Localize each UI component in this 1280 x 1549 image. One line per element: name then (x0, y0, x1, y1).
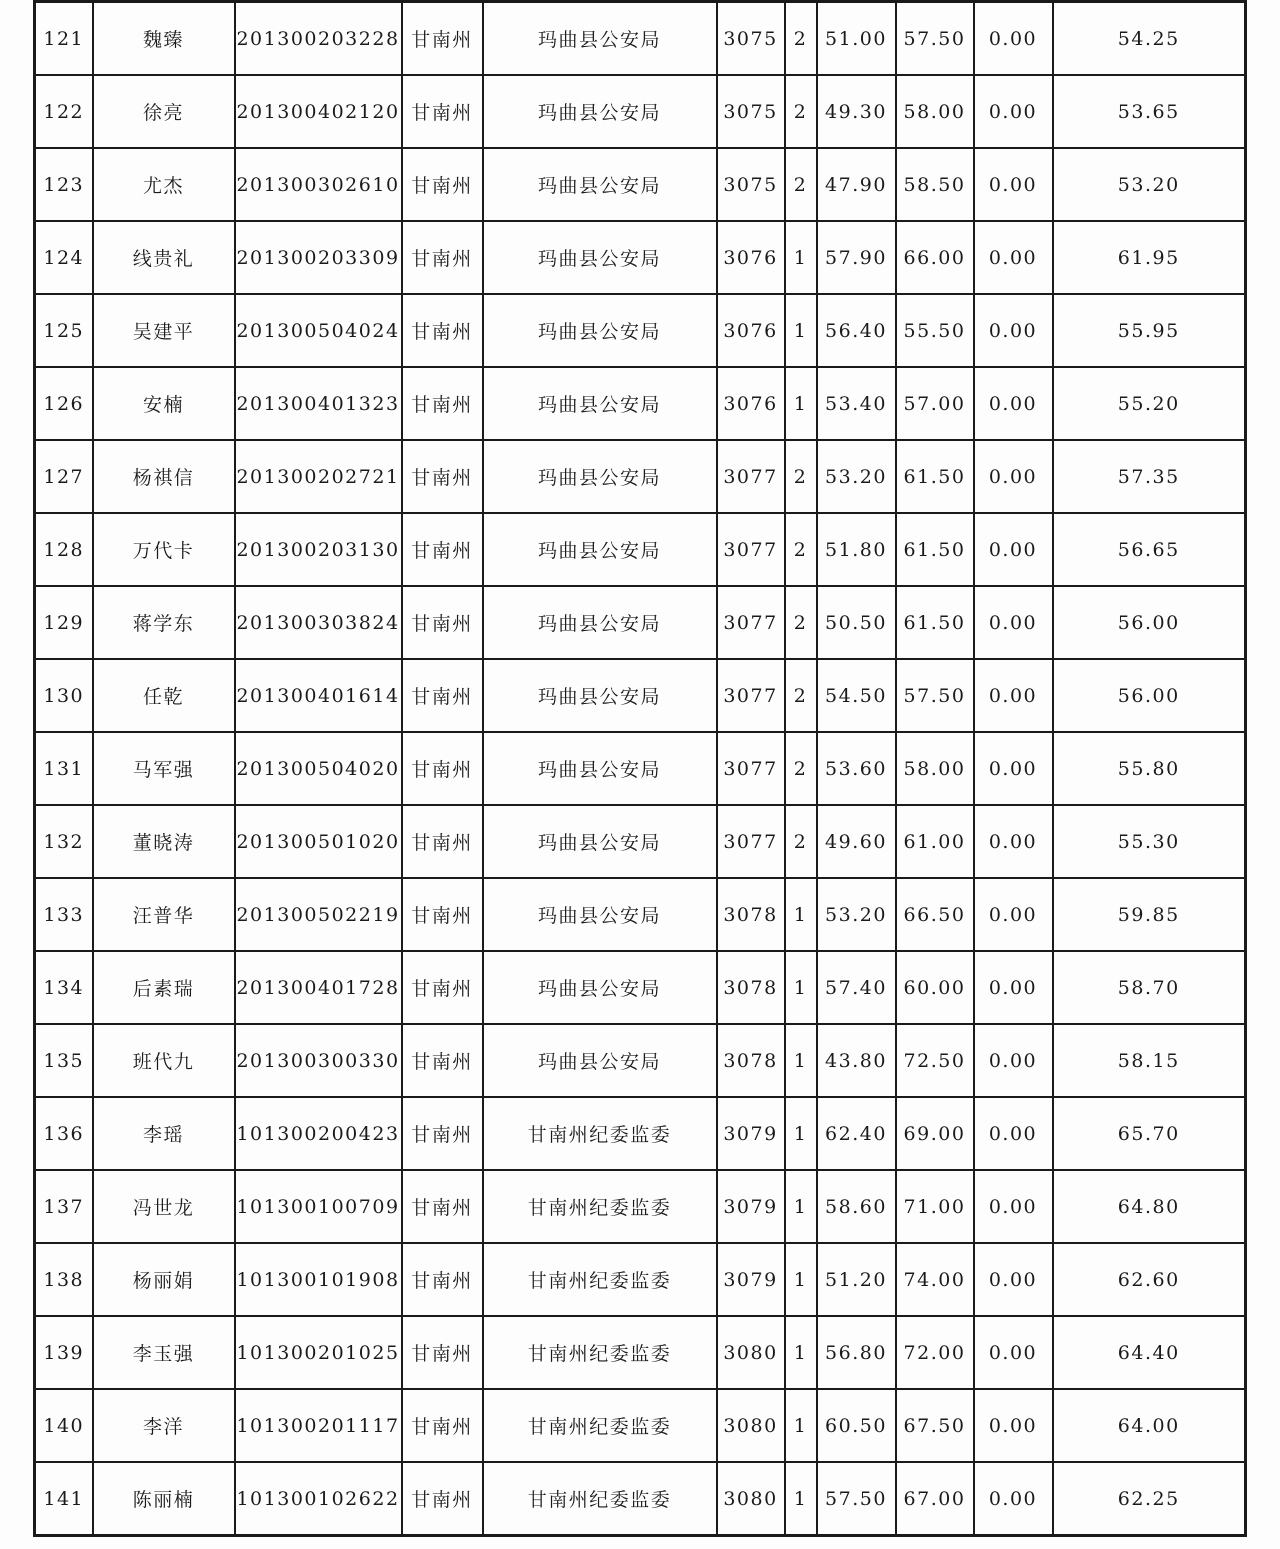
candidate-name-cell: 班代九 (93, 1024, 235, 1097)
employer-unit-cell: 玛曲县公安局 (483, 440, 717, 513)
table-row (35, 659, 1246, 732)
hiring-quota-cell: 2 (785, 440, 817, 513)
region-cell: 甘南州 (402, 1243, 483, 1316)
candidate-name-cell: 魏臻 (93, 2, 235, 76)
ticket-number-cell: 201300502219 (235, 878, 402, 951)
row-number-cell: 128 (35, 513, 93, 586)
table-row (35, 2, 1246, 76)
hiring-quota-cell: 1 (785, 294, 817, 367)
table-row (35, 294, 1246, 367)
score-2-cell: 67.00 (896, 1462, 974, 1536)
employer-unit-cell: 玛曲县公安局 (483, 878, 717, 951)
position-code-cell: 3077 (717, 732, 785, 805)
total-score-cell: 61.95 (1053, 221, 1246, 294)
candidate-name-cell: 杨祺信 (93, 440, 235, 513)
candidate-name-cell: 尤杰 (93, 148, 235, 221)
candidate-name-cell: 后素瑞 (93, 951, 235, 1024)
score-2-cell: 57.00 (896, 367, 974, 440)
total-score-cell: 59.85 (1053, 878, 1246, 951)
region-cell: 甘南州 (402, 148, 483, 221)
hiring-quota-cell: 1 (785, 1097, 817, 1170)
employer-unit-cell: 玛曲县公安局 (483, 659, 717, 732)
score-1-cell: 56.40 (817, 294, 896, 367)
candidate-name-cell: 任乾 (93, 659, 235, 732)
employer-unit-cell: 甘南州纪委监委 (483, 1097, 717, 1170)
score-1-cell: 53.60 (817, 732, 896, 805)
bonus-points-cell: 0.00 (974, 75, 1053, 148)
score-2-cell: 58.00 (896, 75, 974, 148)
bonus-points-cell: 0.00 (974, 878, 1053, 951)
region-cell: 甘南州 (402, 878, 483, 951)
candidate-name-cell: 冯世龙 (93, 1170, 235, 1243)
ticket-number-cell: 201300203228 (235, 2, 402, 76)
row-number-cell: 122 (35, 75, 93, 148)
candidate-name-cell: 马军强 (93, 732, 235, 805)
ticket-number-cell: 201300402120 (235, 75, 402, 148)
employer-unit-cell: 甘南州纪委监委 (483, 1462, 717, 1536)
score-2-cell: 57.50 (896, 2, 974, 76)
candidate-name-cell: 线贵礼 (93, 221, 235, 294)
employer-unit-cell: 玛曲县公安局 (483, 75, 717, 148)
candidate-name-cell: 杨丽娟 (93, 1243, 235, 1316)
score-1-cell: 53.20 (817, 878, 896, 951)
region-cell: 甘南州 (402, 513, 483, 586)
position-code-cell: 3075 (717, 2, 785, 76)
candidate-name-cell: 蒋学东 (93, 586, 235, 659)
position-code-cell: 3080 (717, 1389, 785, 1462)
hiring-quota-cell: 2 (785, 586, 817, 659)
position-code-cell: 3077 (717, 586, 785, 659)
row-number-cell: 136 (35, 1097, 93, 1170)
region-cell: 甘南州 (402, 367, 483, 440)
position-code-cell: 3077 (717, 659, 785, 732)
total-score-cell: 56.65 (1053, 513, 1246, 586)
employer-unit-cell: 甘南州纪委监委 (483, 1243, 717, 1316)
candidate-name-cell: 董晓涛 (93, 805, 235, 878)
region-cell: 甘南州 (402, 805, 483, 878)
ticket-number-cell: 201300401614 (235, 659, 402, 732)
hiring-quota-cell: 2 (785, 2, 817, 76)
table-row (35, 878, 1246, 951)
candidate-name-cell: 李洋 (93, 1389, 235, 1462)
table-row (35, 586, 1246, 659)
table-row (35, 148, 1246, 221)
row-number-cell: 140 (35, 1389, 93, 1462)
bonus-points-cell: 0.00 (974, 1243, 1053, 1316)
score-2-cell: 71.00 (896, 1170, 974, 1243)
candidate-name-cell: 李玉强 (93, 1316, 235, 1389)
table-row (35, 951, 1246, 1024)
bonus-points-cell: 0.00 (974, 732, 1053, 805)
score-1-cell: 51.00 (817, 2, 896, 76)
ticket-number-cell: 201300504020 (235, 732, 402, 805)
region-cell: 甘南州 (402, 1024, 483, 1097)
total-score-cell: 53.20 (1053, 148, 1246, 221)
score-1-cell: 62.40 (817, 1097, 896, 1170)
row-number-cell: 139 (35, 1316, 93, 1389)
table-row (35, 367, 1246, 440)
score-1-cell: 57.40 (817, 951, 896, 1024)
candidate-name-cell: 陈丽楠 (93, 1462, 235, 1536)
region-cell: 甘南州 (402, 659, 483, 732)
region-cell: 甘南州 (402, 1316, 483, 1389)
hiring-quota-cell: 2 (785, 148, 817, 221)
hiring-quota-cell: 1 (785, 1316, 817, 1389)
region-cell: 甘南州 (402, 75, 483, 148)
region-cell: 甘南州 (402, 1462, 483, 1536)
position-code-cell: 3075 (717, 148, 785, 221)
score-1-cell: 43.80 (817, 1024, 896, 1097)
total-score-cell: 58.15 (1053, 1024, 1246, 1097)
hiring-quota-cell: 1 (785, 951, 817, 1024)
score-1-cell: 53.20 (817, 440, 896, 513)
total-score-cell: 62.25 (1053, 1462, 1246, 1536)
position-code-cell: 3076 (717, 367, 785, 440)
employer-unit-cell: 玛曲县公安局 (483, 294, 717, 367)
row-number-cell: 132 (35, 805, 93, 878)
employer-unit-cell: 玛曲县公安局 (483, 513, 717, 586)
ticket-number-cell: 201300203130 (235, 513, 402, 586)
row-number-cell: 127 (35, 440, 93, 513)
row-number-cell: 134 (35, 951, 93, 1024)
hiring-quota-cell: 1 (785, 1462, 817, 1536)
employer-unit-cell: 玛曲县公安局 (483, 586, 717, 659)
score-1-cell: 57.90 (817, 221, 896, 294)
results-table-body (35, 2, 1246, 1536)
bonus-points-cell: 0.00 (974, 1462, 1053, 1536)
position-code-cell: 3078 (717, 951, 785, 1024)
score-1-cell: 57.50 (817, 1462, 896, 1536)
hiring-quota-cell: 2 (785, 75, 817, 148)
score-2-cell: 61.50 (896, 440, 974, 513)
total-score-cell: 55.80 (1053, 732, 1246, 805)
ticket-number-cell: 101300101908 (235, 1243, 402, 1316)
score-2-cell: 61.50 (896, 586, 974, 659)
table-row (35, 440, 1246, 513)
hiring-quota-cell: 1 (785, 367, 817, 440)
bonus-points-cell: 0.00 (974, 221, 1053, 294)
hiring-quota-cell: 1 (785, 221, 817, 294)
score-1-cell: 56.80 (817, 1316, 896, 1389)
region-cell: 甘南州 (402, 294, 483, 367)
position-code-cell: 3080 (717, 1462, 785, 1536)
bonus-points-cell: 0.00 (974, 440, 1053, 513)
ticket-number-cell: 201300501020 (235, 805, 402, 878)
hiring-quota-cell: 2 (785, 659, 817, 732)
row-number-cell: 133 (35, 878, 93, 951)
total-score-cell: 56.00 (1053, 659, 1246, 732)
score-2-cell: 58.50 (896, 148, 974, 221)
score-2-cell: 72.00 (896, 1316, 974, 1389)
region-cell: 甘南州 (402, 1170, 483, 1243)
results-table (33, 0, 1247, 1537)
position-code-cell: 3080 (717, 1316, 785, 1389)
total-score-cell: 55.20 (1053, 367, 1246, 440)
ticket-number-cell: 201300401323 (235, 367, 402, 440)
employer-unit-cell: 玛曲县公安局 (483, 1024, 717, 1097)
region-cell: 甘南州 (402, 951, 483, 1024)
table-row (35, 221, 1246, 294)
table-row (35, 732, 1246, 805)
region-cell: 甘南州 (402, 1389, 483, 1462)
row-number-cell: 129 (35, 586, 93, 659)
row-number-cell: 141 (35, 1462, 93, 1536)
region-cell: 甘南州 (402, 440, 483, 513)
bonus-points-cell: 0.00 (974, 1316, 1053, 1389)
score-1-cell: 51.20 (817, 1243, 896, 1316)
position-code-cell: 3077 (717, 513, 785, 586)
position-code-cell: 3079 (717, 1097, 785, 1170)
employer-unit-cell: 玛曲县公安局 (483, 951, 717, 1024)
ticket-number-cell: 201300203309 (235, 221, 402, 294)
table-row (35, 1024, 1246, 1097)
hiring-quota-cell: 1 (785, 878, 817, 951)
ticket-number-cell: 201300300330 (235, 1024, 402, 1097)
score-2-cell: 57.50 (896, 659, 974, 732)
score-2-cell: 72.50 (896, 1024, 974, 1097)
table-row (35, 805, 1246, 878)
table-row (35, 1462, 1246, 1536)
ticket-number-cell: 201300202721 (235, 440, 402, 513)
total-score-cell: 56.00 (1053, 586, 1246, 659)
bonus-points-cell: 0.00 (974, 951, 1053, 1024)
region-cell: 甘南州 (402, 1097, 483, 1170)
score-1-cell: 49.60 (817, 805, 896, 878)
score-2-cell: 61.00 (896, 805, 974, 878)
table-row (35, 1170, 1246, 1243)
score-2-cell: 67.50 (896, 1389, 974, 1462)
row-number-cell: 137 (35, 1170, 93, 1243)
row-number-cell: 138 (35, 1243, 93, 1316)
total-score-cell: 64.80 (1053, 1170, 1246, 1243)
candidate-name-cell: 吴建平 (93, 294, 235, 367)
position-code-cell: 3079 (717, 1243, 785, 1316)
score-1-cell: 53.40 (817, 367, 896, 440)
ticket-number-cell: 101300201025 (235, 1316, 402, 1389)
table-row (35, 1097, 1246, 1170)
score-1-cell: 58.60 (817, 1170, 896, 1243)
hiring-quota-cell: 1 (785, 1389, 817, 1462)
employer-unit-cell: 玛曲县公安局 (483, 2, 717, 76)
position-code-cell: 3076 (717, 294, 785, 367)
total-score-cell: 55.95 (1053, 294, 1246, 367)
row-number-cell: 125 (35, 294, 93, 367)
score-2-cell: 66.00 (896, 221, 974, 294)
position-code-cell: 3077 (717, 440, 785, 513)
total-score-cell: 57.35 (1053, 440, 1246, 513)
region-cell: 甘南州 (402, 586, 483, 659)
table-row (35, 1389, 1246, 1462)
candidate-name-cell: 李瑶 (93, 1097, 235, 1170)
bonus-points-cell: 0.00 (974, 1024, 1053, 1097)
table-row (35, 75, 1246, 148)
ticket-number-cell: 201300504024 (235, 294, 402, 367)
total-score-cell: 58.70 (1053, 951, 1246, 1024)
bonus-points-cell: 0.00 (974, 148, 1053, 221)
hiring-quota-cell: 1 (785, 1243, 817, 1316)
score-2-cell: 55.50 (896, 294, 974, 367)
bonus-points-cell: 0.00 (974, 1170, 1053, 1243)
score-2-cell: 66.50 (896, 878, 974, 951)
employer-unit-cell: 甘南州纪委监委 (483, 1316, 717, 1389)
region-cell: 甘南州 (402, 2, 483, 76)
score-2-cell: 74.00 (896, 1243, 974, 1316)
score-2-cell: 58.00 (896, 732, 974, 805)
score-1-cell: 60.50 (817, 1389, 896, 1462)
row-number-cell: 121 (35, 2, 93, 76)
ticket-number-cell: 101300200423 (235, 1097, 402, 1170)
total-score-cell: 54.25 (1053, 2, 1246, 76)
score-1-cell: 49.30 (817, 75, 896, 148)
total-score-cell: 62.60 (1053, 1243, 1246, 1316)
position-code-cell: 3075 (717, 75, 785, 148)
candidate-name-cell: 徐亮 (93, 75, 235, 148)
hiring-quota-cell: 1 (785, 1024, 817, 1097)
region-cell: 甘南州 (402, 221, 483, 294)
score-1-cell: 50.50 (817, 586, 896, 659)
row-number-cell: 131 (35, 732, 93, 805)
ticket-number-cell: 101300102622 (235, 1462, 402, 1536)
employer-unit-cell: 玛曲县公安局 (483, 805, 717, 878)
row-number-cell: 135 (35, 1024, 93, 1097)
ticket-number-cell: 101300201117 (235, 1389, 402, 1462)
ticket-number-cell: 201300401728 (235, 951, 402, 1024)
bonus-points-cell: 0.00 (974, 513, 1053, 586)
employer-unit-cell: 玛曲县公安局 (483, 221, 717, 294)
score-2-cell: 61.50 (896, 513, 974, 586)
total-score-cell: 65.70 (1053, 1097, 1246, 1170)
ticket-number-cell: 201300303824 (235, 586, 402, 659)
total-score-cell: 64.40 (1053, 1316, 1246, 1389)
table-row (35, 513, 1246, 586)
score-1-cell: 54.50 (817, 659, 896, 732)
ticket-number-cell: 101300100709 (235, 1170, 402, 1243)
bonus-points-cell: 0.00 (974, 2, 1053, 76)
total-score-cell: 55.30 (1053, 805, 1246, 878)
position-code-cell: 3078 (717, 1024, 785, 1097)
row-number-cell: 123 (35, 148, 93, 221)
candidate-name-cell: 万代卡 (93, 513, 235, 586)
row-number-cell: 124 (35, 221, 93, 294)
row-number-cell: 126 (35, 367, 93, 440)
bonus-points-cell: 0.00 (974, 805, 1053, 878)
total-score-cell: 53.65 (1053, 75, 1246, 148)
employer-unit-cell: 甘南州纪委监委 (483, 1170, 717, 1243)
score-2-cell: 60.00 (896, 951, 974, 1024)
employer-unit-cell: 玛曲县公安局 (483, 732, 717, 805)
hiring-quota-cell: 2 (785, 805, 817, 878)
ticket-number-cell: 201300302610 (235, 148, 402, 221)
score-1-cell: 47.90 (817, 148, 896, 221)
candidate-name-cell: 安楠 (93, 367, 235, 440)
bonus-points-cell: 0.00 (974, 586, 1053, 659)
score-2-cell: 69.00 (896, 1097, 974, 1170)
candidate-name-cell: 汪普华 (93, 878, 235, 951)
bonus-points-cell: 0.00 (974, 294, 1053, 367)
region-cell: 甘南州 (402, 732, 483, 805)
table-row (35, 1243, 1246, 1316)
position-code-cell: 3076 (717, 221, 785, 294)
employer-unit-cell: 玛曲县公安局 (483, 148, 717, 221)
bonus-points-cell: 0.00 (974, 1097, 1053, 1170)
hiring-quota-cell: 2 (785, 732, 817, 805)
bonus-points-cell: 0.00 (974, 367, 1053, 440)
hiring-quota-cell: 1 (785, 1170, 817, 1243)
row-number-cell: 130 (35, 659, 93, 732)
employer-unit-cell: 玛曲县公安局 (483, 367, 717, 440)
table-row (35, 1316, 1246, 1389)
position-code-cell: 3077 (717, 805, 785, 878)
bonus-points-cell: 0.00 (974, 1389, 1053, 1462)
score-1-cell: 51.80 (817, 513, 896, 586)
bonus-points-cell: 0.00 (974, 659, 1053, 732)
total-score-cell: 64.00 (1053, 1389, 1246, 1462)
position-code-cell: 3079 (717, 1170, 785, 1243)
employer-unit-cell: 甘南州纪委监委 (483, 1389, 717, 1462)
position-code-cell: 3078 (717, 878, 785, 951)
hiring-quota-cell: 2 (785, 513, 817, 586)
